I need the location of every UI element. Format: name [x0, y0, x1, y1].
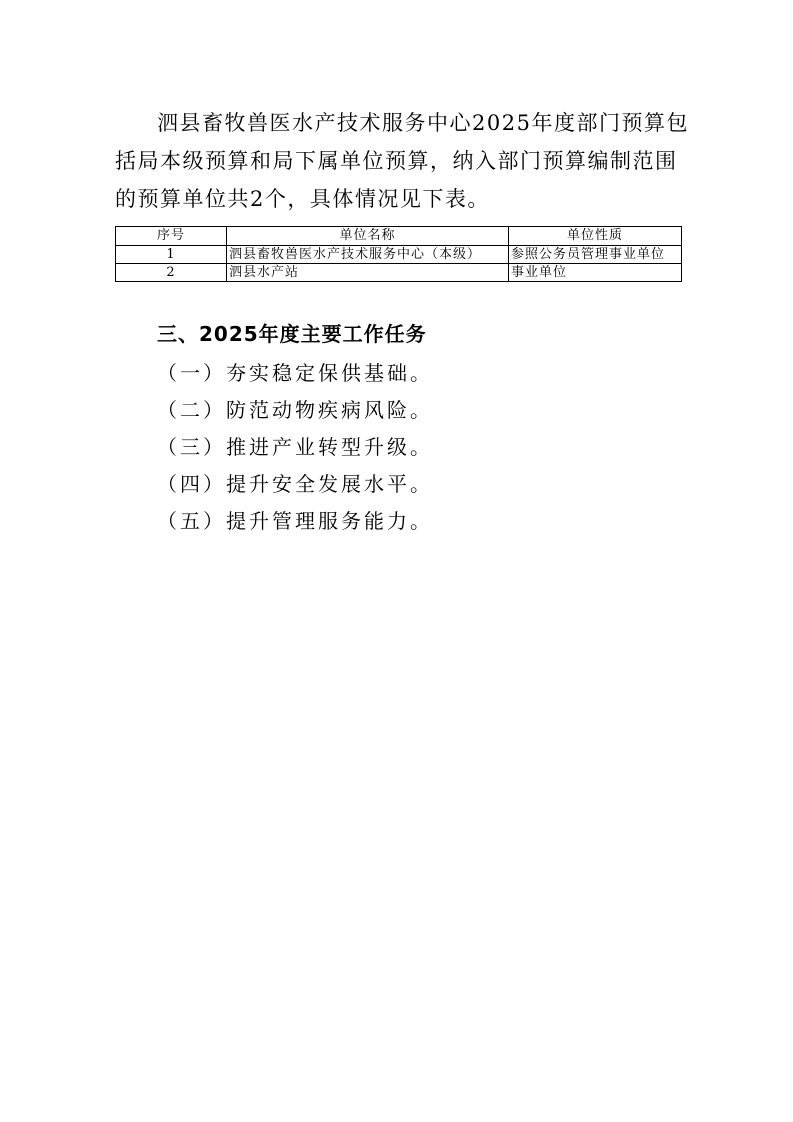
list-item: （一）夯实稳定保供基础。 [157, 361, 433, 385]
intro-line: 的预算单位共2个，具体情况见下表。 [115, 187, 490, 211]
list-item: （四）提升安全发展水平。 [157, 472, 433, 496]
row-unit-name: 泗县畜牧兽医水产技术服务中心（本级） [227, 246, 509, 264]
intro-paragraph [115, 104, 689, 218]
row-number: 1 [116, 246, 227, 264]
row-number: 2 [116, 264, 227, 282]
intro-line: 泗县畜牧兽医水产技术服务中心2025年度部门预算包 [157, 111, 689, 135]
row-unit-type: 参照公务员管理事业单位 [509, 246, 682, 264]
list-item: （五）提升管理服务能力。 [157, 509, 433, 533]
header-unit-name: 单位名称 [227, 227, 509, 246]
task-list [157, 355, 433, 540]
header-unit-type: 单位性质 [509, 227, 682, 246]
header-number: 序号 [116, 227, 227, 246]
row-unit-name: 泗县水产站 [227, 264, 509, 282]
table-header-row [116, 227, 682, 246]
table-row [116, 264, 682, 282]
budget-units-table [115, 226, 682, 282]
list-item: （三）推进产业转型升级。 [157, 435, 433, 459]
section-heading: 三、2025年度主要工作任务 [157, 322, 427, 346]
list-item: （二）防范动物疾病风险。 [157, 398, 433, 422]
row-unit-type: 事业单位 [509, 264, 682, 282]
intro-line: 括局本级预算和局下属单位预算，纳入部门预算编制范围 [115, 149, 678, 173]
table-row [116, 246, 682, 264]
